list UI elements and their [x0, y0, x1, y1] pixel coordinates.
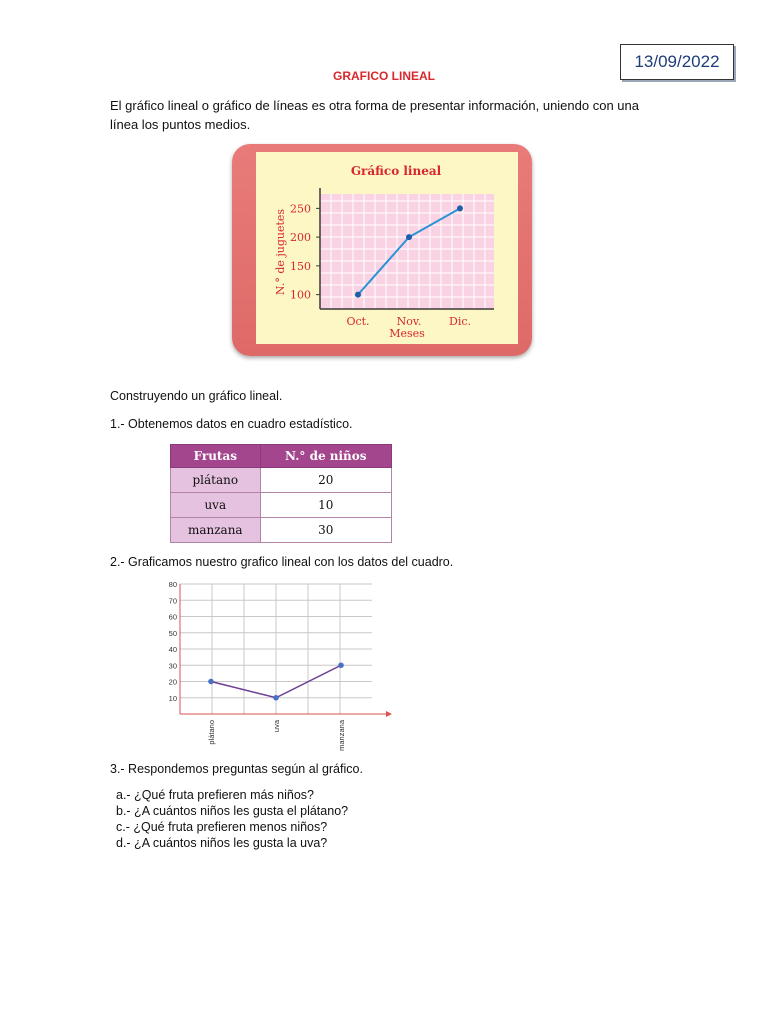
intro-paragraph: El gráfico lineal o gráfico de líneas es otra forma de presentar información, uniendo con una línea los puntos medios. — [110, 98, 639, 132]
step-1: 1.- Obtenemos datos en cuadro estadístico. — [110, 417, 353, 431]
count-cell: 10 — [260, 493, 391, 518]
header-ninos: N.° de niños — [260, 445, 391, 468]
fruit-cell: manzana — [171, 518, 261, 543]
section-heading: Construyendo un gráfico lineal. — [110, 389, 283, 403]
data-point — [338, 662, 344, 668]
fruit-table — [170, 444, 392, 543]
y-tick-label: 70 — [168, 596, 177, 606]
question-list — [116, 787, 348, 851]
y-tick-label: 60 — [168, 612, 177, 622]
y-axis-label: N.° de juguetes — [274, 208, 287, 296]
table-row — [171, 518, 392, 543]
count-cell: 20 — [260, 468, 391, 493]
y-tick-label: 20 — [168, 677, 177, 687]
y-tick-label: 100 — [290, 288, 311, 302]
date-box: 13/09/2022 — [620, 44, 734, 80]
y-tick-label: 250 — [290, 202, 311, 216]
step-2: 2.- Graficamos nuestro grafico lineal con los datos del cuadro. — [110, 555, 454, 569]
data-point — [406, 234, 412, 240]
header-frutas: Frutas — [171, 445, 261, 468]
table-header-row — [171, 445, 392, 468]
data-point — [355, 292, 361, 298]
question-item: c.- ¿Qué fruta prefieren menos niños? — [116, 820, 328, 834]
question-item: d.- ¿A cuántos niños les gusta la uva? — [116, 836, 328, 850]
fruit-cell: plátano — [171, 468, 261, 493]
x-tick-label: Dic. — [449, 315, 471, 328]
y-tick-label: 50 — [168, 628, 177, 638]
y-tick-label: 80 — [168, 580, 177, 589]
data-point — [208, 679, 214, 685]
x-tick-label: plátano — [207, 720, 216, 745]
x-tick-label: uva — [272, 720, 281, 733]
step-3: 3.- Respondemos preguntas según al gráfico. — [110, 762, 363, 776]
fruit-line-chart — [164, 576, 396, 752]
data-point — [457, 205, 463, 211]
example-line-chart — [232, 144, 532, 356]
table-row — [171, 468, 392, 493]
x-tick-label: manzana — [337, 720, 346, 751]
plot-area — [320, 194, 494, 309]
y-tick-label: 40 — [168, 645, 177, 654]
y-tick-label: 150 — [290, 259, 311, 273]
x-axis-arrow — [386, 711, 392, 717]
page-title: GRAFICO LINEAL — [333, 69, 435, 83]
x-tick-label: Oct. — [346, 315, 370, 328]
x-tick-label: Nov. — [396, 315, 422, 328]
y-tick-label: 200 — [290, 231, 311, 245]
table-row — [171, 493, 392, 518]
count-cell: 30 — [260, 518, 391, 543]
data-point — [273, 695, 279, 701]
x-axis-label: Meses — [389, 327, 425, 340]
example-chart-frame — [232, 144, 532, 356]
question-item: a.- ¿Qué fruta prefieren más niños? — [116, 788, 315, 802]
y-tick-label: 10 — [168, 693, 177, 703]
fruit-cell: uva — [171, 493, 261, 518]
y-tick-label: 30 — [168, 661, 177, 671]
question-item: b.- ¿A cuántos niños les gusta el plátano? — [116, 804, 349, 818]
chart-title: Gráfico lineal — [350, 164, 442, 178]
